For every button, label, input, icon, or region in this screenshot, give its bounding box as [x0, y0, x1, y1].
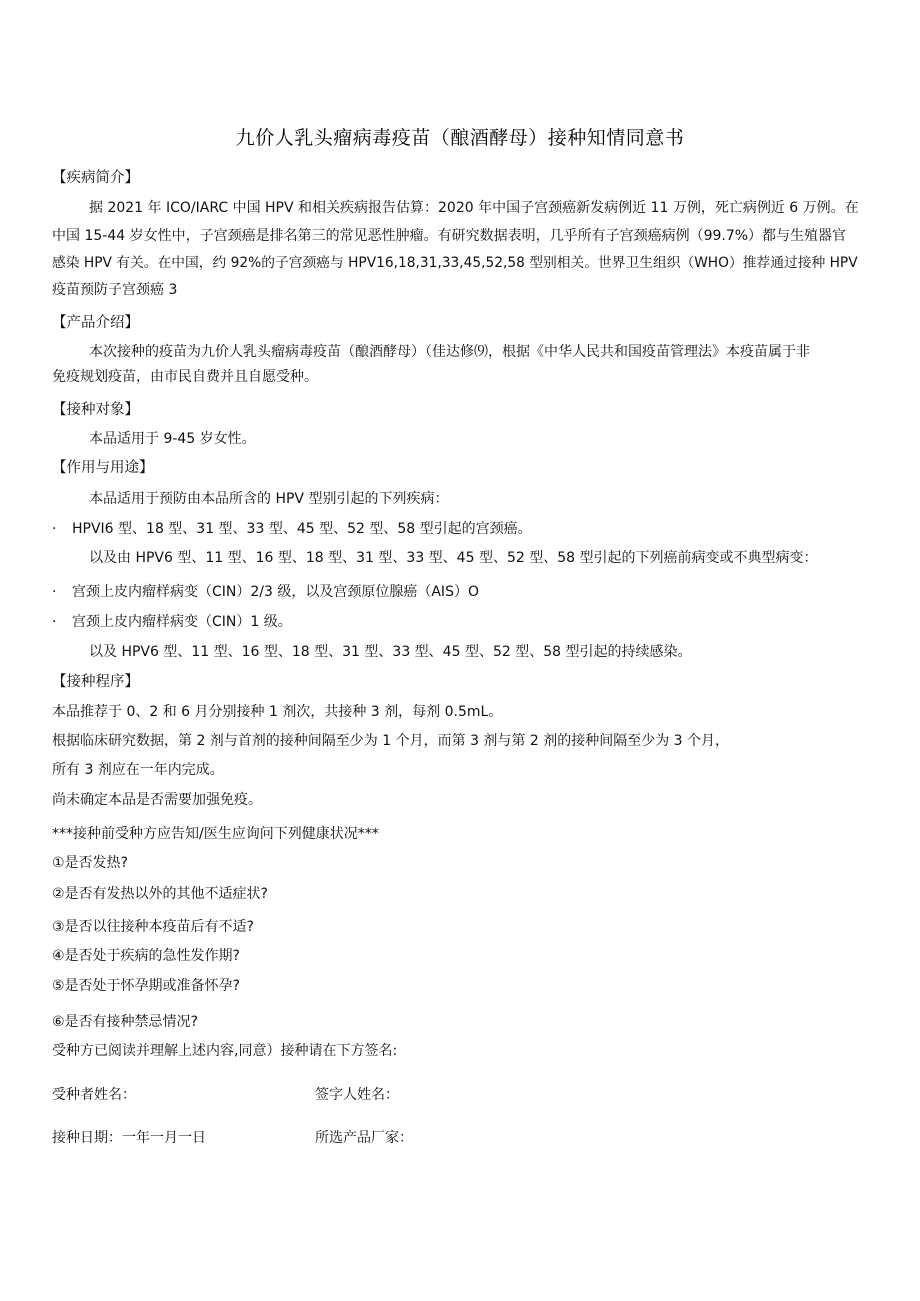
section-heading-usage: 【作用与用途】	[52, 460, 154, 476]
section-heading-disease: 【疾病简介】	[52, 170, 139, 186]
paragraph-line: 本品适用于预防由本品所含的 HPV 型别引起的下列疾病：	[89, 491, 449, 507]
list-item: 宫颈上皮内瘤样病变（CIN）2/3 级，以及宫颈原位腺癌（AIS）O	[72, 584, 479, 600]
paragraph-line: 感染 HPV 有关。在中国，约 92%的子宫颈癌与 HPV16,18,31,33,45,52,58 型别相关。世界卫生组织（WHO）推荐通过接种 HPV	[52, 255, 858, 271]
document-title: 九价人乳头瘤病毒疫苗（酿酒酵母）接种知情同意书	[235, 127, 685, 149]
paragraph-line: 据 2021 年 ICO/IARC 中国 HPV 和相关疾病报告估算：2020 年中国子宫颈癌新发病例近 11 万例，死亡病例近 6 万例。在	[89, 200, 859, 216]
bullet-marker: ·	[52, 614, 57, 630]
question-item: ⑥是否有接种禁忌情况?	[52, 1014, 198, 1030]
section-heading-product: 【产品介绍】	[52, 315, 139, 331]
paragraph-line: 本品推荐于 0、2 和 6 月分别接种 1 剂次，共接种 3 剂，每剂 0.5mL。	[52, 704, 503, 720]
paragraph-line: 以及 HPV6 型、11 型、16 型、18 型、31 型、33 型、45 型、52 型、58 型引起的持续感染。	[89, 644, 692, 660]
section-heading-procedure: 【接种程序】	[52, 674, 139, 690]
bullet-marker: ·	[52, 521, 57, 537]
paragraph-line: 根据临床研究数据，第 2 剂与首剂的接种间隔至少为 1 个月，而第 3 剂与第 2 剂的接种间隔至少为 3 个月，	[52, 733, 730, 749]
question-item: ②是否有发热以外的其他不适症状?	[52, 886, 268, 902]
consent-statement: 受种方已阅读并理解上述内容,同意）接种请在下方签名:	[52, 1043, 398, 1059]
section-heading-target: 【接种对象】	[52, 402, 139, 418]
list-item: 宫颈上皮内瘤样病变（CIN）1 级。	[72, 614, 292, 630]
questions-heading: ***接种前受种方应告知/医生应询问下列健康状况***	[52, 826, 379, 842]
paragraph-line: 免疫规划疫苗，由市民自费并且自愿受种。	[52, 369, 318, 385]
vaccination-date-field[interactable]: 接种日期：一年一月一日	[52, 1130, 206, 1146]
bullet-marker: ·	[52, 584, 57, 600]
paragraph-line: 本次接种的疫苗为九价人乳头瘤病毒疫苗（酿酒酵母）（佳达修⑼，根据《中华人民共和国疫苗管理法》本疫苗属于非	[89, 344, 810, 360]
paragraph-line: 所有 3 剂应在一年内完成。	[52, 762, 224, 778]
question-item: ⑤是否处于怀孕期或准备怀孕?	[52, 978, 240, 994]
paragraph-line: 疫苗预防子宫颈癌 3	[52, 282, 178, 298]
paragraph-line: 本品适用于 9-45 岁女性。	[89, 431, 256, 447]
question-item: ①是否发热?	[52, 855, 128, 871]
paragraph-line: 中国 15-44 岁女性中，子宫颈癌是排名第三的常见恶性肿瘤。有研究数据表明，几乎所有子宫颈癌病例（99.7%）都与生殖器官	[52, 228, 847, 244]
paragraph-line: 尚未确定本品是否需要加强免疫。	[52, 792, 262, 808]
question-item: ④是否处于疾病的急性发作期?	[52, 948, 240, 964]
paragraph-line: 以及由 HPV6 型、11 型、16 型、18 型、31 型、33 型、45 型、52 型、58 型引起的下列癌前病变或不典型病变：	[89, 550, 818, 566]
list-item: HPVI6 型、18 型、31 型、33 型、45 型、52 型、58 型引起的宫颈癌。	[72, 521, 532, 537]
signer-name-field[interactable]: 签字人姓名：	[315, 1087, 399, 1103]
recipient-name-field[interactable]: 受种者姓名：	[52, 1087, 136, 1103]
manufacturer-field[interactable]: 所选产品厂家：	[315, 1130, 413, 1146]
question-item: ③是否以往接种本疫苗后有不适?	[52, 919, 254, 935]
